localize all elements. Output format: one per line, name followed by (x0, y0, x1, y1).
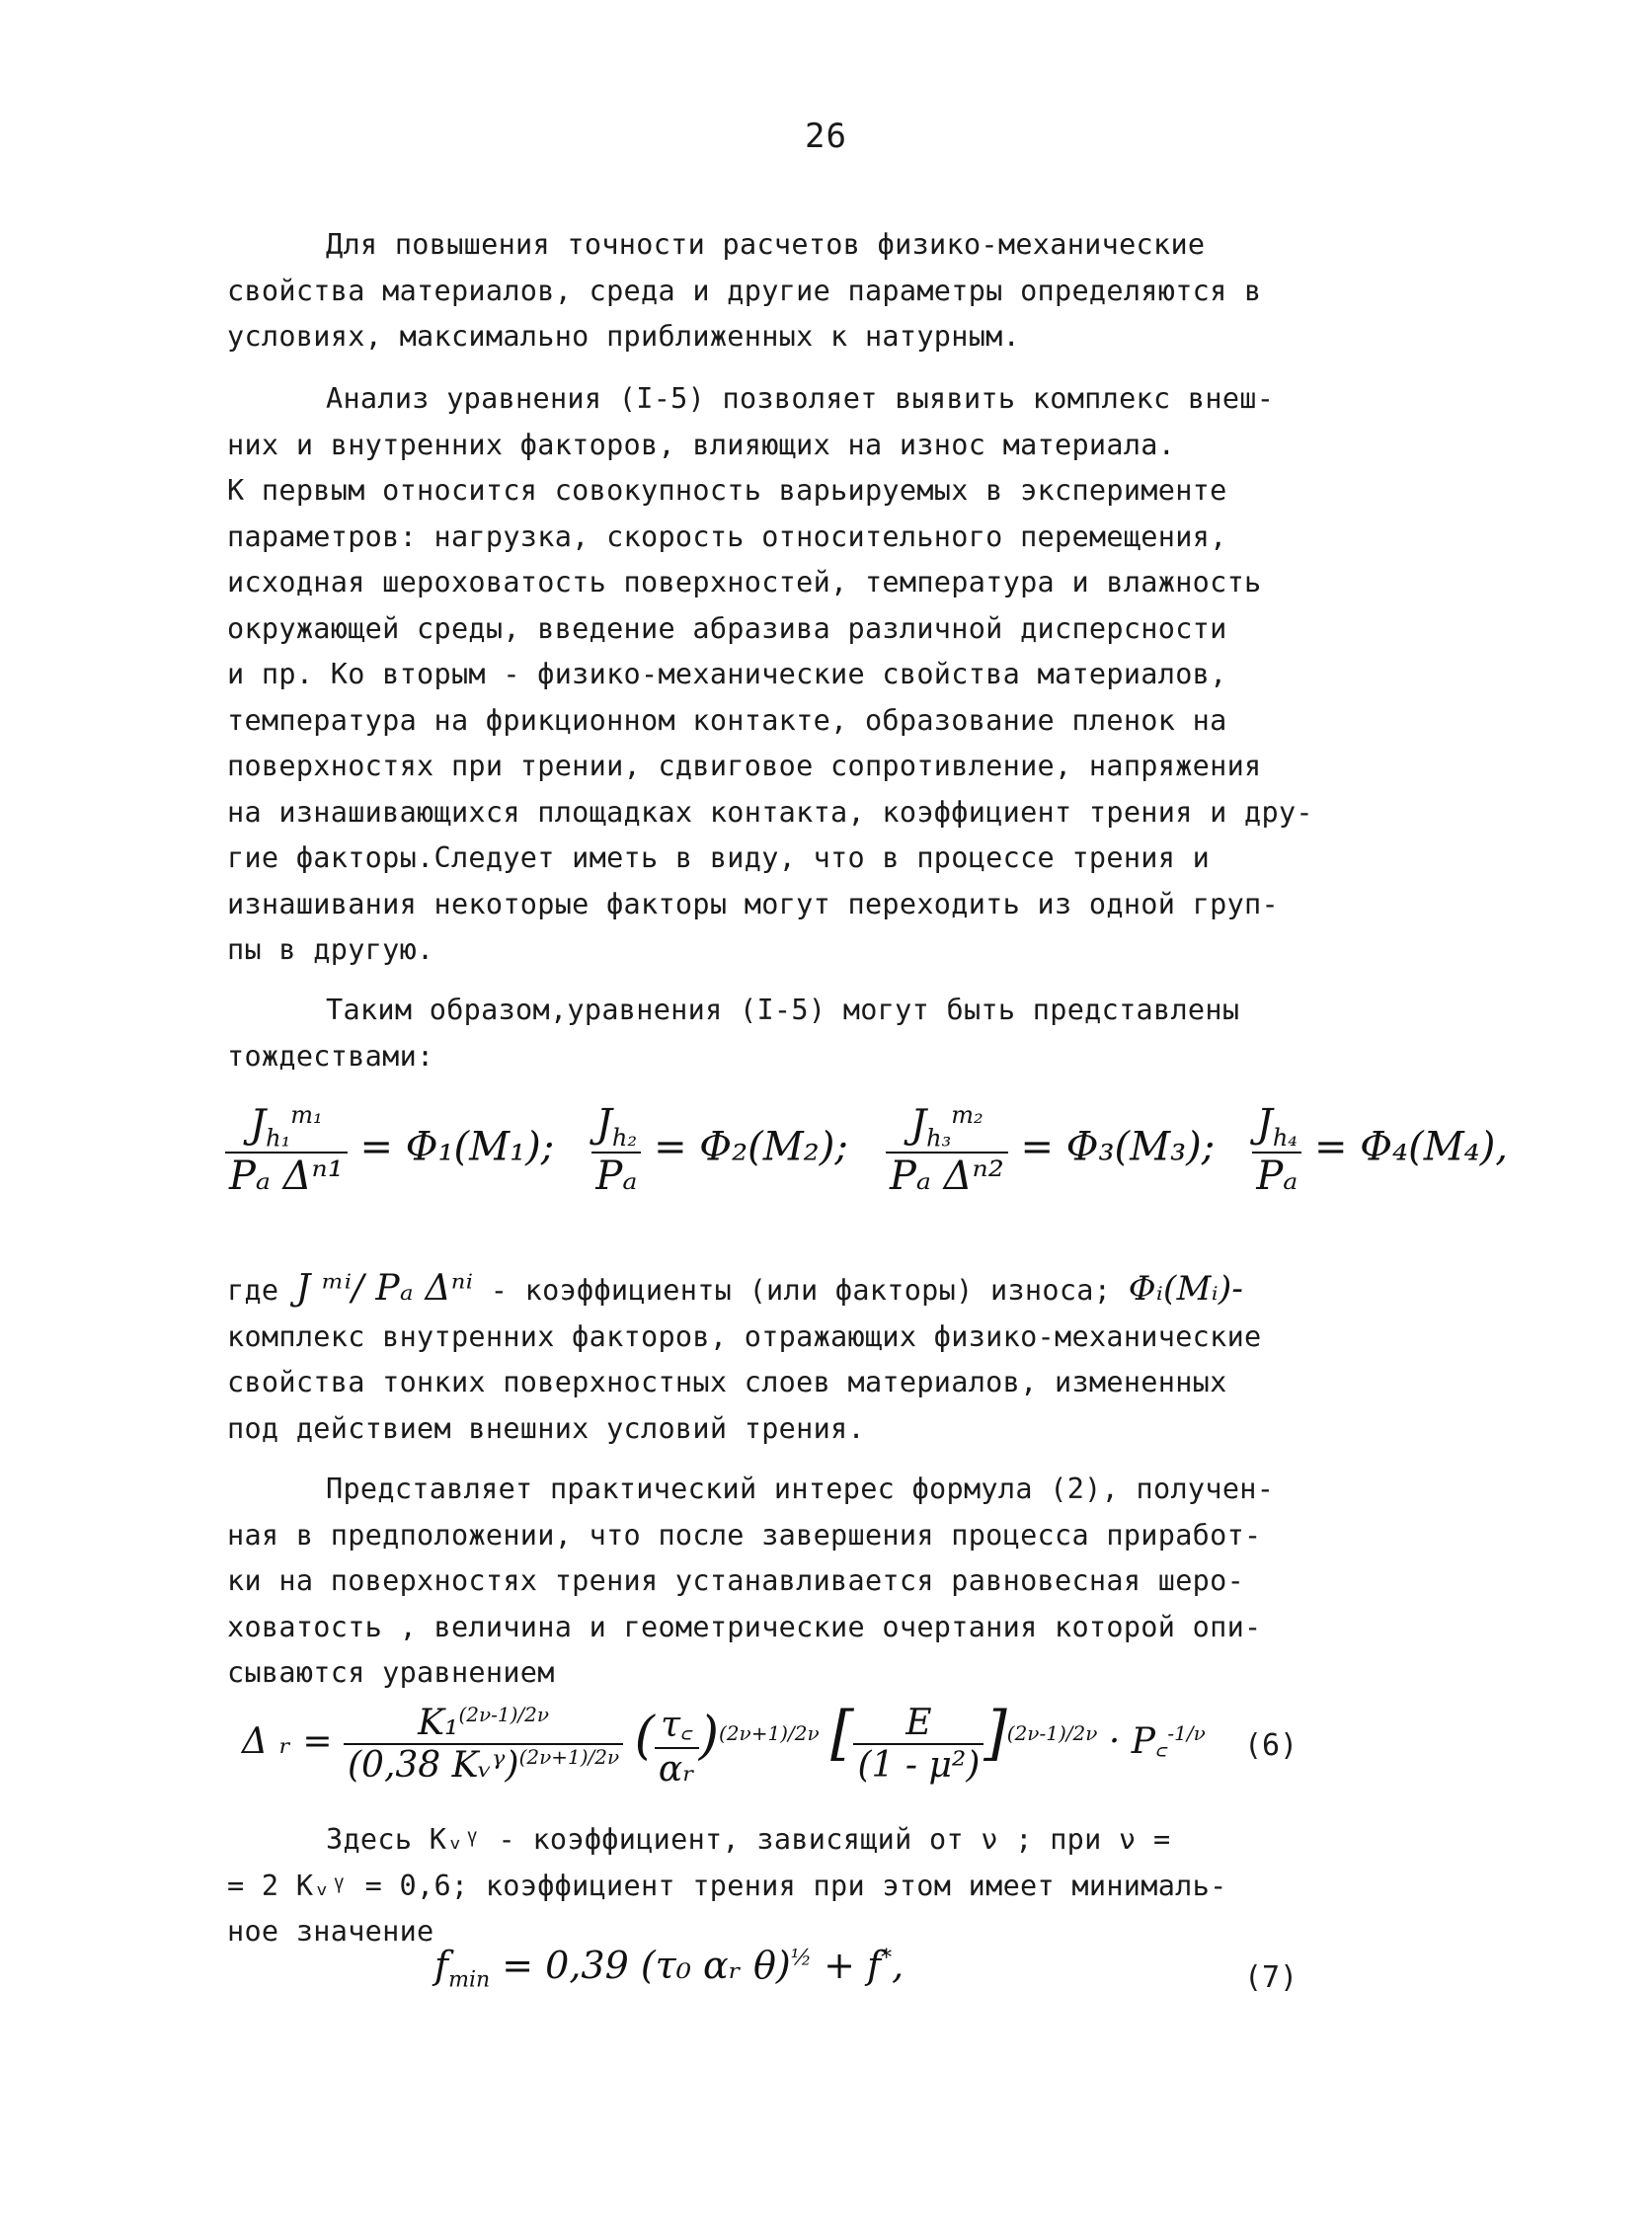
eq6-bracket-fraction: $\frac{E}{\text{(1 - μ²)}}$ (853, 1703, 983, 1786)
paragraph-4 (227, 1266, 1442, 1452)
paragraph-line: параметров: нагрузка, скорость относительного перемещения, (227, 519, 1227, 553)
paragraph-line: ховатость , величина и геометрические очертания которой опи- (227, 1610, 1262, 1643)
paragraph-line: пы в другую. (227, 933, 434, 966)
paragraph-line-first: где J ᵐⁱ/ Pₐ Δⁿⁱ - коэффициенты (или факторы) износа; Φᵢ(Mᵢ)- (227, 1268, 1244, 1309)
paragraph-line: и пр. Ко вторым - физико-механические свойства материалов, (227, 658, 1227, 690)
identities-formula (225, 1101, 1508, 1199)
paragraph-line: поверхностях при трении, сдвиговое сопротивление, напряжения (227, 750, 1262, 782)
paragraph-line: сываются уравнением (227, 1656, 555, 1689)
fraction-3: $\frac{J_{h_3}^{m_2}}{\text{Pₐ Δⁿ²}}$ (886, 1101, 1008, 1199)
paragraph-line: условиях, максимально приближенных к натурным. (227, 320, 1021, 353)
paragraph-line: ное значение (227, 1915, 434, 1948)
page-number: 26 (805, 117, 847, 156)
rhs-3: = Φ₃(M₃); (1020, 1124, 1216, 1170)
paragraph-line: свойства материалов, среда и другие параметры определяются в (227, 274, 1262, 307)
fraction-4: $\frac{J_{h_4}}{\text{Pₐ}}$ (1252, 1101, 1301, 1199)
equation-7-number: (7) (1244, 1960, 1298, 1995)
paragraph-line: Для повышения точности расчетов физико-механические (326, 228, 1206, 261)
equation-6-number: (6) (1244, 1728, 1298, 1763)
eq6-main-fraction: $\frac{K_1^{(2\nu-1)/2\nu}}{(0,38 Kᵥᵞ)^{(2\nu+1)/2\nu}}$ (344, 1703, 623, 1786)
paragraph-line: свойства тонких поверхностных слоев материалов, измененных (227, 1366, 1227, 1398)
rhs-2: = Φ₂(M₂); (654, 1124, 848, 1170)
paragraph-1 (227, 222, 1442, 360)
paragraph-line: исходная шероховатость поверхностей, температура и влажность (227, 566, 1262, 598)
paragraph-3 (227, 988, 1442, 1079)
paragraph-line: на изнашивающихся площадках контакта, коэффициент трения и дру- (227, 795, 1313, 829)
paragraph-line: изнашивания некоторые факторы могут переходить из одной груп- (227, 887, 1279, 920)
paragraph-line: ки на поверхностях трения устанавливается равновесная шеро- (227, 1564, 1245, 1597)
paragraph-line: Здесь Kᵥᵞ - коэффициент, зависящий от ν ; при ν = (326, 1823, 1171, 1856)
equation-7: $f_{min} = 0,39$ (τ₀ αᵣ θ)$^{\frac{1}{2}}$ + f*, (434, 1944, 905, 1993)
paragraph-line: тождествами: (227, 1039, 434, 1073)
fraction-2: $\frac{J_{h_2}}{\text{Pₐ}}$ (591, 1101, 641, 1199)
paragraph-line: = 2 Kᵥᵞ = 0,6; коэффициент трения при этом имеет минималь- (227, 1869, 1227, 1902)
paragraph-line: гие факторы.Следует иметь в виду, что в процессе трения и (227, 841, 1211, 874)
paragraph-5 (227, 1467, 1442, 1697)
equation-6: Δ ᵣ = $\frac{K_1^{(2\nu-1)/2\nu}}{(0,38 Kᵥᵞ)^{(2\nu+1)/2\nu}}$ ( $\frac{\tau꜀}{\text{αᵣ}}$ )$^{(2\nu+1)/2\nu}$ [ $\frac{E}{\text{(1 - μ²)}}$ ]$^{(2\nu-1)/2\nu}$ · P꜀$^{-1/\nu}$ (242, 1699, 1206, 1790)
paragraph-2 (227, 376, 1442, 974)
paragraph-line: температура на фрикционном контакте, образование пленок на (227, 703, 1227, 737)
paragraph-line: под действием внешних условий трения. (227, 1411, 865, 1445)
paragraph-line: Таким образом,уравнения (I-5) могут быть представлены (326, 994, 1240, 1026)
fraction-1: $\frac{J_{h_1}^{m_1}}{\text{Pₐ Δⁿ¹}}$ (225, 1101, 348, 1199)
paragraph-6 (227, 1817, 1442, 1955)
eq6-paren-fraction: $\frac{\tau꜀}{\text{αᵣ}}$ (655, 1699, 699, 1790)
rhs-4: = Φ₄(M₄), (1314, 1124, 1509, 1170)
paragraph-line: К первым относится совокупность варьируемых в эксперименте (227, 474, 1227, 507)
paragraph-line: ная в предположении, что после завершения процесса приработ- (227, 1518, 1262, 1552)
paragraph-line: окружающей среды, введение абразива различной дисперсности (227, 611, 1227, 645)
paragraph-line: комплекс внутренних факторов, отражающих физико-механические (227, 1319, 1262, 1353)
rhs-1: = Φ₁(M₁); (359, 1124, 555, 1170)
paragraph-line: них и внутренних факторов, влияющих на износ материала. (227, 428, 1176, 461)
paragraph-line: Представляет практический интерес формула (2), получен- (326, 1473, 1275, 1505)
paragraph-line: Анализ уравнения (I-5) позволяет выявить комплекс внеш- (326, 382, 1275, 415)
